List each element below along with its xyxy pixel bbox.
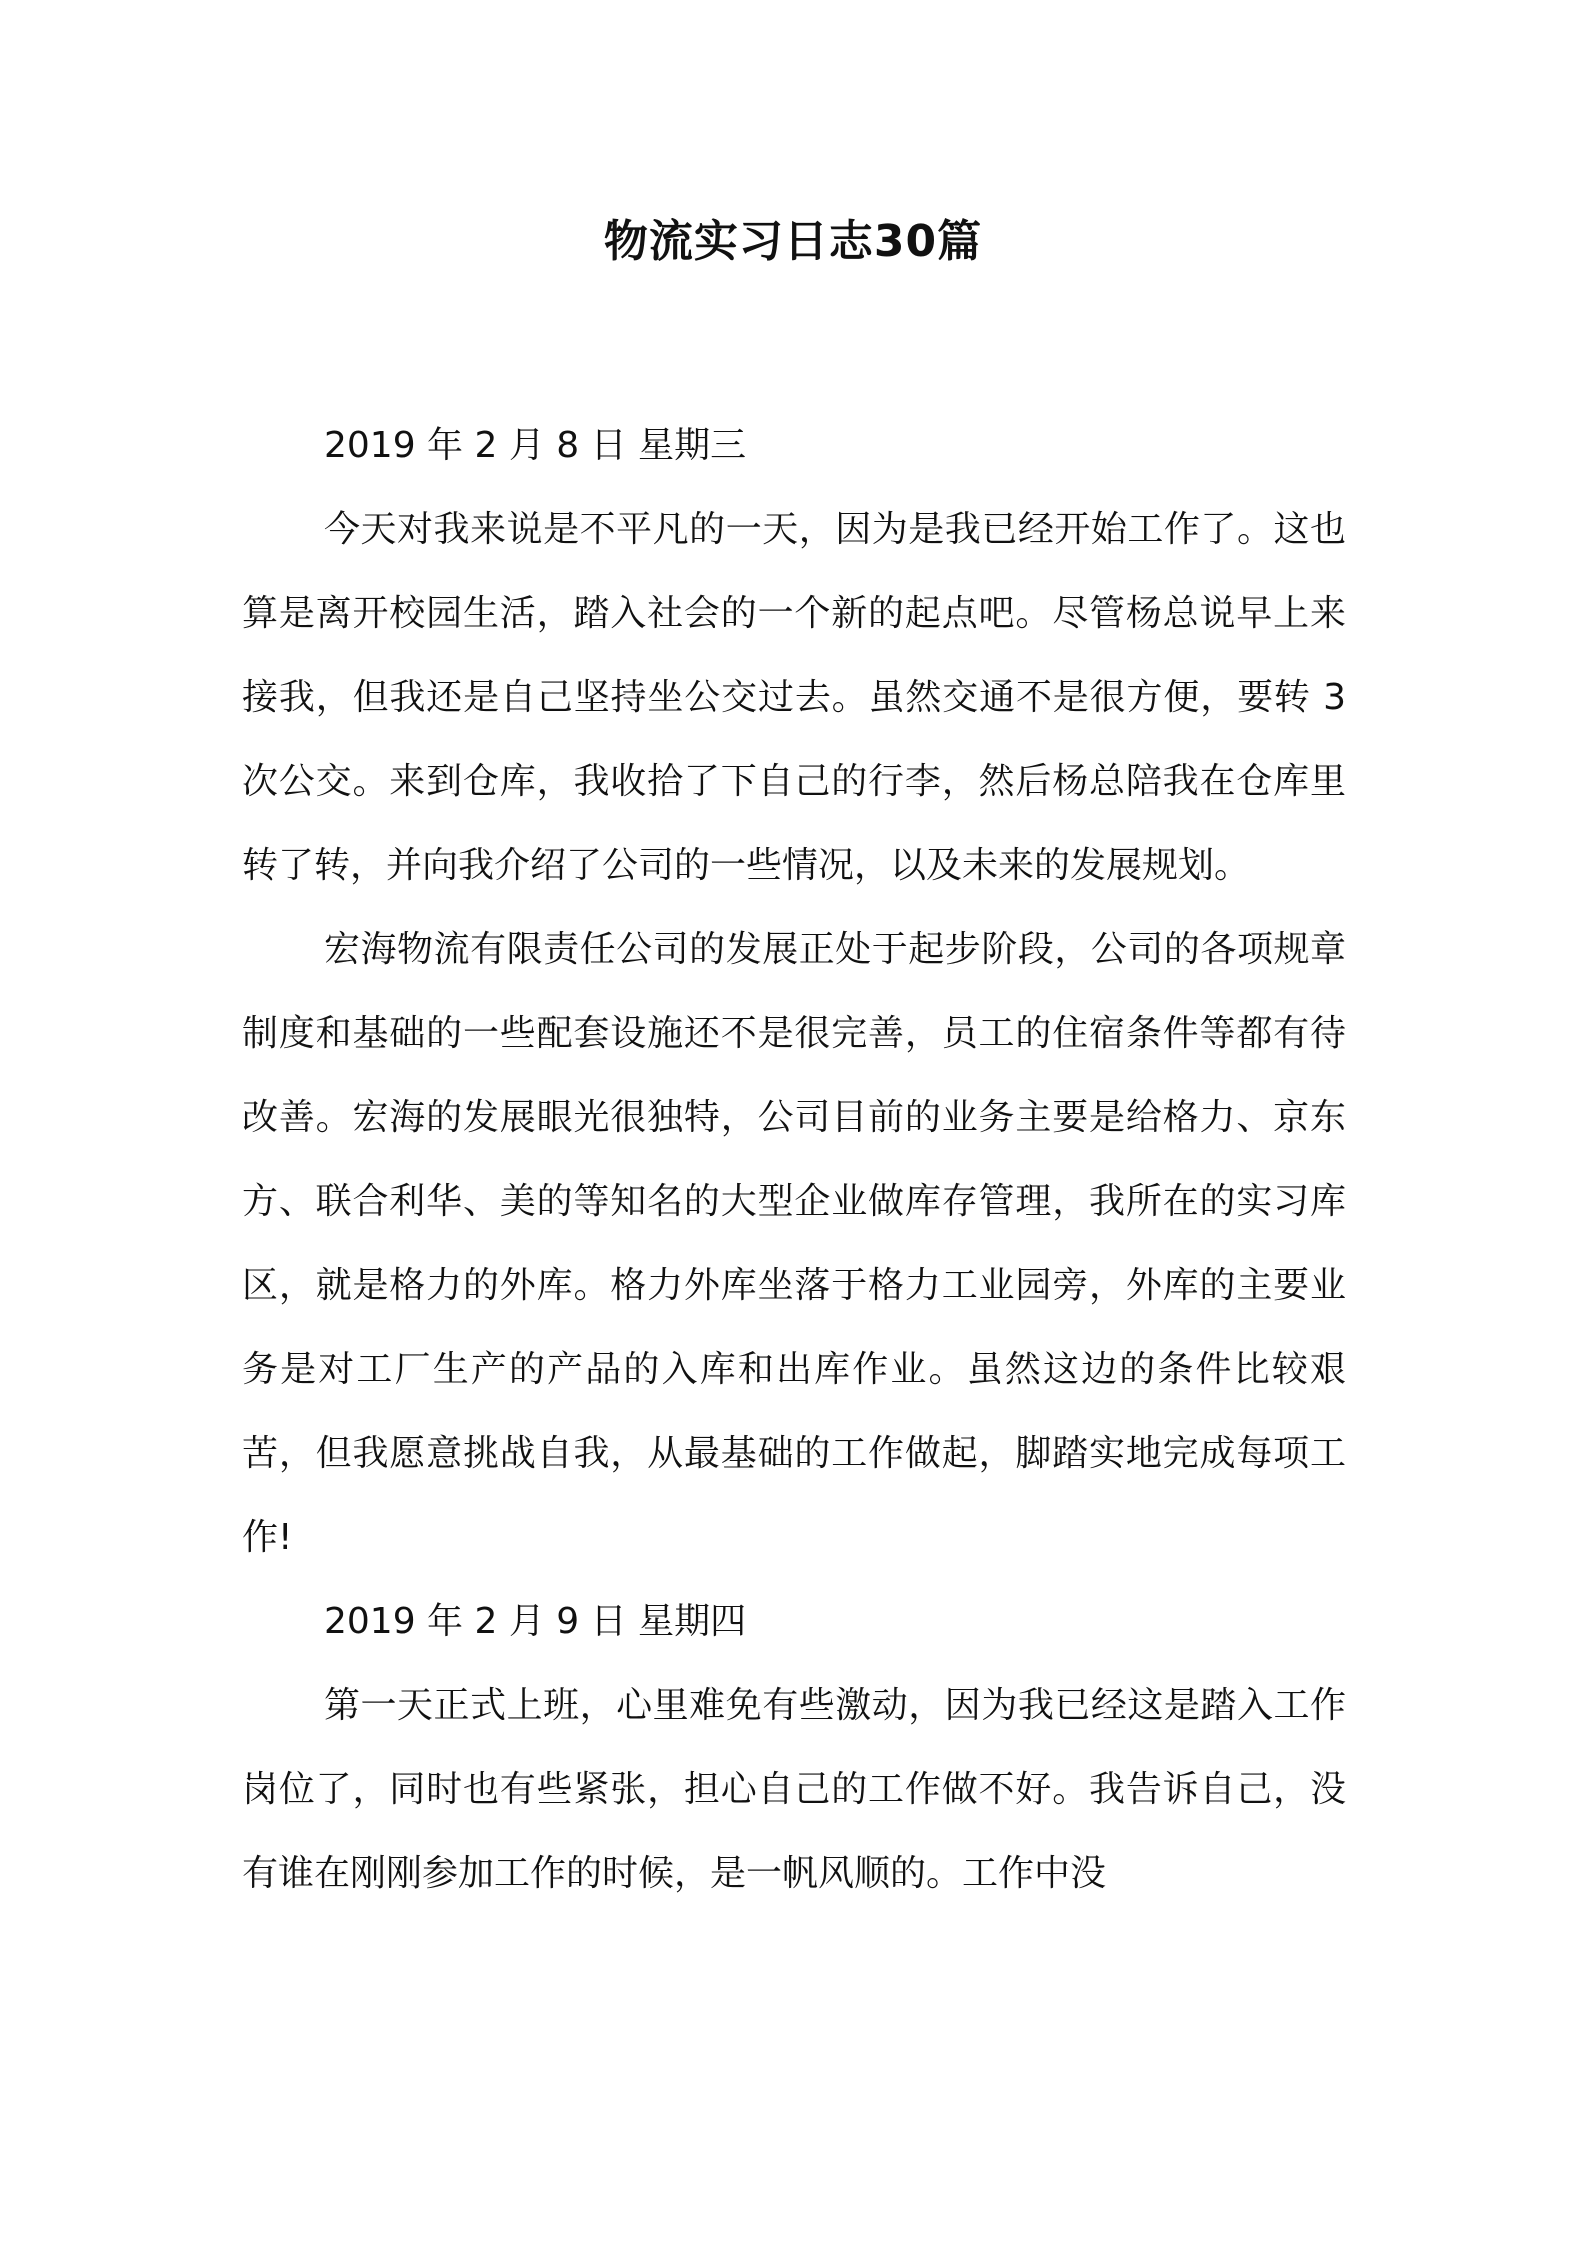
- document-body: [242, 404, 1346, 1916]
- journal-entry-1: [242, 404, 1346, 1580]
- journal-entry-2: [242, 1580, 1346, 1916]
- entry-date: 2019 年 2 月 9 日 星期四: [324, 1601, 747, 1642]
- document-title: 物流实习日志30篇: [603, 216, 983, 267]
- entry-paragraph: 第一天正式上班，心里难免有些激动，因为我已经这是踏入工作岗位了，同时也有些紧张，担心自己的工作做不好。我告诉自己，没有谁在刚刚参加工作的时候，是一帆风顺的。工作中没: [242, 1685, 1346, 1894]
- entry-paragraph: 今天对我来说是不平凡的一天，因为是我已经开始工作了。这也算是离开校园生活，踏入社会的一个新的起点吧。尽管杨总说早上来接我，但我还是自己坚持坐公交过去。虽然交通不是很方便，要转 3 次公交。来到仓库，我收拾了下自己的行李，然后杨总陪我在仓库里转了转，并向我介绍了公司的一些情况，以及未来的发展规划。: [242, 509, 1346, 886]
- entry-paragraph: 宏海物流有限责任公司的发展正处于起步阶段，公司的各项规章制度和基础的一些配套设施还不是很完善，员工的住宿条件等都有待改善。宏海的发展眼光很独特，公司目前的业务主要是给格力、京东方、联合利华、美的等知名的大型企业做库存管理，我所在的实习库区，就是格力的外库。格力外库坐落于格力工业园旁，外库的主要业务是对工厂生产的产品的入库和出库作业。虽然这边的条件比较艰苦，但我愿意挑战自我，从最基础的工作做起，脚踏实地完成每项工作!: [242, 929, 1346, 1558]
- entry-date: 2019 年 2 月 8 日 星期三: [324, 425, 747, 466]
